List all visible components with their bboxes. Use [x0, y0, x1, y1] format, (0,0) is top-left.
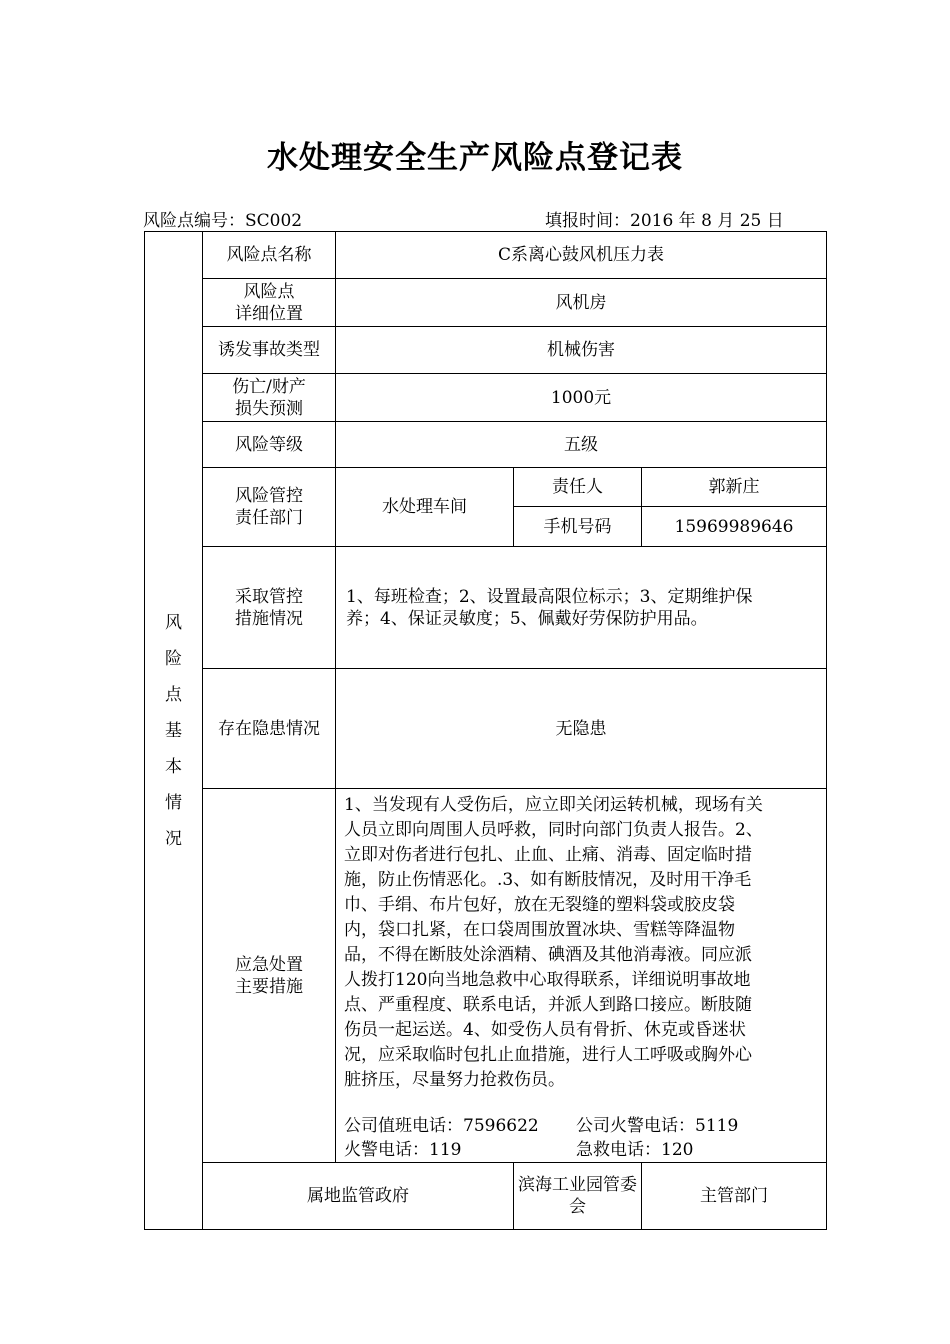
loss-label: 伤亡/财产 损失预测 — [203, 374, 336, 422]
location-label: 风险点 详细位置 — [203, 279, 336, 327]
fire-phone: 火警电话：119 — [344, 1140, 462, 1160]
risk-name-value: C系离心鼓风机压力表 — [336, 232, 827, 279]
location-value: 风机房 — [336, 279, 827, 327]
duty-phone: 公司值班电话：7596622 — [344, 1116, 539, 1136]
accident-type-label: 诱发事故类型 — [203, 327, 336, 374]
authority-dept-label: 主管部门 — [642, 1163, 827, 1230]
responsible-person-value: 郭新庄 — [642, 468, 827, 507]
risk-register-table — [144, 231, 827, 1230]
dept-label: 风险管控 责任部门 — [203, 468, 336, 547]
ambulance-phone: 急救电话：120 — [576, 1140, 694, 1160]
responsible-person-label: 责任人 — [514, 468, 642, 507]
hazards-label: 存在隐患情况 — [203, 669, 336, 789]
fill-date: 填报时间：2016 年 8 月 25 日 — [545, 211, 784, 231]
mobile-label: 手机号码 — [514, 507, 642, 547]
risk-level-label: 风险等级 — [203, 422, 336, 468]
emergency-label: 应急处置 主要措施 — [203, 789, 336, 1163]
risk-code: 风险点编号：SC002 — [143, 211, 303, 231]
emergency-measures: 1、当发现有人受伤后，应立即关闭运转机械，现场有关 人员立即向周围人员呼救，同时向部门负责人报告。2、 立即对伤者进行包扎、止血、止痛、消毒、固定临时措 施，防止伤情恶化。.3、如有断肢情况，及时用干净毛 巾、手绢、布片包好，放在无裂缝的塑料袋或胶皮袋 内，袋口扎紧，在口袋周围放置冰块、雪糕等降温物 品，不得在断肢处涂酒精、碘酒及其他消毒液。同应派 人拨打120向当地急救中心取得联系，详细说明事故地 点、严重程度、联系电话，并派人到路口接应。断肢随 伤员一起运送。4、如受伤人员有骨折、休克或昏迷状 况，应采取临时包扎止血措施，进行人工呼吸或胸外心 脏挤压，尽量努力抢救伤员。 公司值班电话：7596622 公司火警电话：5119 火警电话：119 急救电话：120 — [336, 789, 827, 1163]
risk-level-value: 五级 — [336, 422, 827, 468]
loss-value: 1000元 — [336, 374, 827, 422]
dept-value: 水处理车间 — [336, 468, 514, 547]
hazards-value: 无隐患 — [336, 669, 827, 789]
company-fire-phone: 公司火警电话：5119 — [576, 1116, 739, 1136]
measures-value: 1、每班检查；2、设置最高限位标示；3、定期维护保 养；4、保证灵敏度；5、佩戴好劳保防护用品。 — [336, 547, 827, 669]
emergency-phones — [344, 1114, 818, 1162]
gov-label: 属地监管政府 — [203, 1163, 514, 1230]
mobile-value: 15969989646 — [642, 507, 827, 547]
page-title: 水处理安全生产风险点登记表 — [267, 140, 683, 176]
gov-value: 滨海工业园管委会 — [514, 1163, 642, 1230]
risk-name-label: 风险点名称 — [203, 232, 336, 279]
basic-info-side-label: 风 险 点 基 本 情 况 — [145, 232, 203, 1230]
measures-label: 采取管控 措施情况 — [203, 547, 336, 669]
accident-type-value: 机械伤害 — [336, 327, 827, 374]
